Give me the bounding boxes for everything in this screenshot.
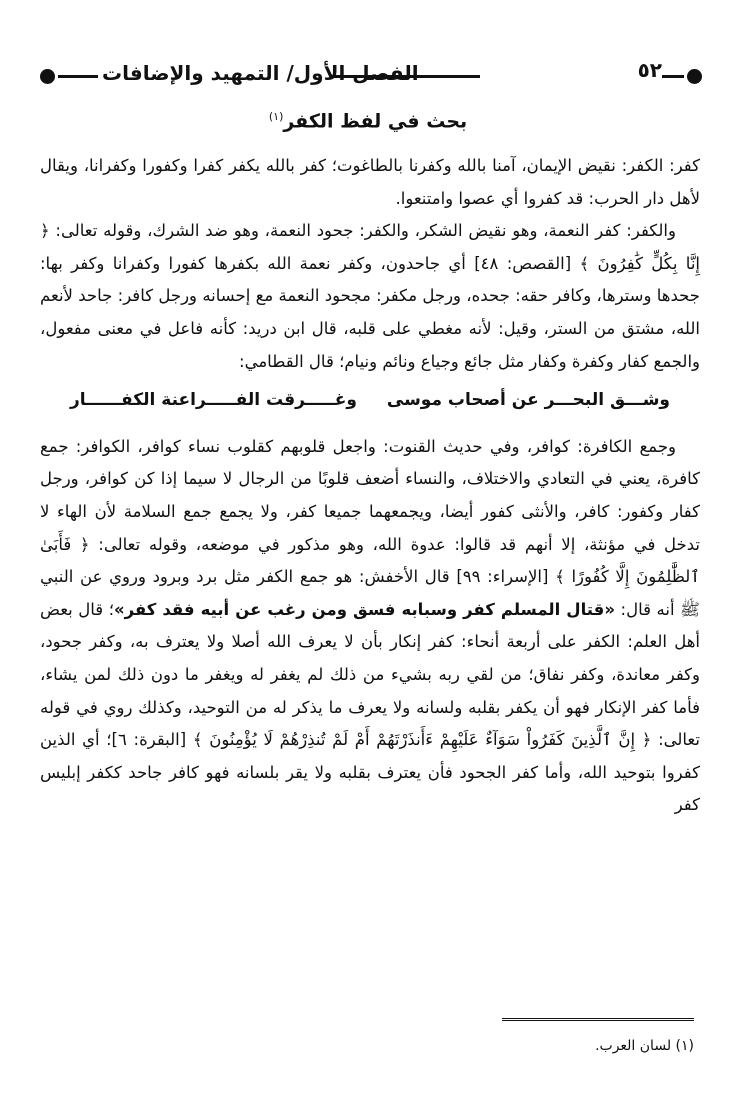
header-rule [662,75,684,78]
paragraph-text: ؛ قال بعض أهل العلم: الكفر على أربعة أنحاء: كفر إنكار بأن لا يعرف الله أصلا ولا يعترف به، وكفر جحود، وكفر معاندة، وكفر نفاق؛ من لقي ربه بشيء من ذلك لم يغفر له ويغفر ما دون ذلك لمن يشاء، فأما كفر الإنكار فهو أن يكفر بقلبه ولسانه ولا يعرف ما يذكر له من التوحيد، وكذلك روي في قوله تعالى: ﴿ إِنَّ ٱلَّذِينَ كَفَرُواْ سَوَآءٌ عَلَيْهِمْ ءَأَنذَرْتَهُمْ أَمْ لَمْ تُنذِرْهُمْ لَا يُؤْمِنُونَ ﴾ [البقرة: ٦]؛ أي الذين كفروا بتوحيد الله، وأما كفر الجحود فأن يعترف بقلبه ولا يقر بلسانه فهو كافر جاحد ككفر إبليس كفر [40,599,700,815]
hadith-quote: «قتال المسلم كفر وسبابه فسق ومن رغب عن أبيه فقد كفر» [113,599,615,619]
ornament-dot-left [40,69,55,84]
footnote: (١) لسان العرب. [595,1038,694,1054]
paragraph: كفر: الكفر: نقيض الإيمان، آمنا بالله وكفرنا بالطاغوت؛ كفر بالله يكفر كفرا وكفورا وكفرانا، ويقال لأهل دار الحرب: قد كفروا أي عصوا وامتنعوا. [40,156,700,208]
header-rule [58,75,98,78]
ornament-dot-right [687,69,702,84]
body-text [40,150,700,822]
section-title [0,110,736,132]
paragraph-text: وجمع الكافرة: كوافر، وفي حديث القنوت: واجعل قلوبهم كقلوب نساء كوافر، الكوافر: جمع كافرة، يعني في التعادي والاختلاف، والنساء أضعف قلوبًا من الرجال لا سيما إذا كن كوافر، ورجل كفار وكفور: كافر، والأنثى كفور أيضا، ويجمعهما جميعا كفر، ولا يجمع جمع السلامة لأن الهاء لا تدخل في مؤنثة، إلا أنهم قد قالوا: عدوة الله، وهو مذكور في موضعه، وقوله تعالى: ﴿ فَأَبَىٰ ٱلظَّٰلِمُونَ إِلَّا كُفُورًا ﴾ [الإسراء: ٩٩] قال الأخفش: هو جمع الكفر مثل برد وبرود وروي عن النبي ﷺ أنه قال: [40,436,700,619]
paragraph [40,431,700,822]
section-title-text: بحث في لفظ الكفر [283,110,468,133]
chapter-title: الفصل الأول/ التمهيد والإضافات [102,61,419,85]
verse-first-half: وشـــق البحـــر عن أصحاب موسى [386,390,670,411]
footnote-reference: (١) [268,110,284,123]
footnote-separator [502,1018,694,1023]
page-header [40,58,702,98]
page-number: ٥٢ [637,58,662,82]
paragraph: والكفر: كفر النعمة، وهو نقيض الشكر، والكفر: جحود النعمة، وهو ضد الشرك، وقوله تعالى: ﴿ إِنَّا بِكُلٍّ كَٰفِرُونَ ﴾ [القصص: ٤٨] أي جاحدون، وكفر نعمة الله بكفرها كفورا وكفرانا وكفر بها: جحدها وسترها، وكافر حقه: جحده، ورجل مكفر: مجحود النعمة مع إحسانه ورجل كافر: جاحد لأنعم الله، مشتق من الستر، وقيل: لأنه مغطي على قلبه، قال ابن دريد: كأنه فاعل في معنى مفعول، والجمع كفار وكفرة وكفار مثل جائع وجياع ونائم ونيام؛ قال القطامي: [40,221,700,371]
verse-second-half: وغـــــرقت الفـــــراعنة الكفــــــار [70,390,357,411]
poetry-verse [40,378,700,431]
